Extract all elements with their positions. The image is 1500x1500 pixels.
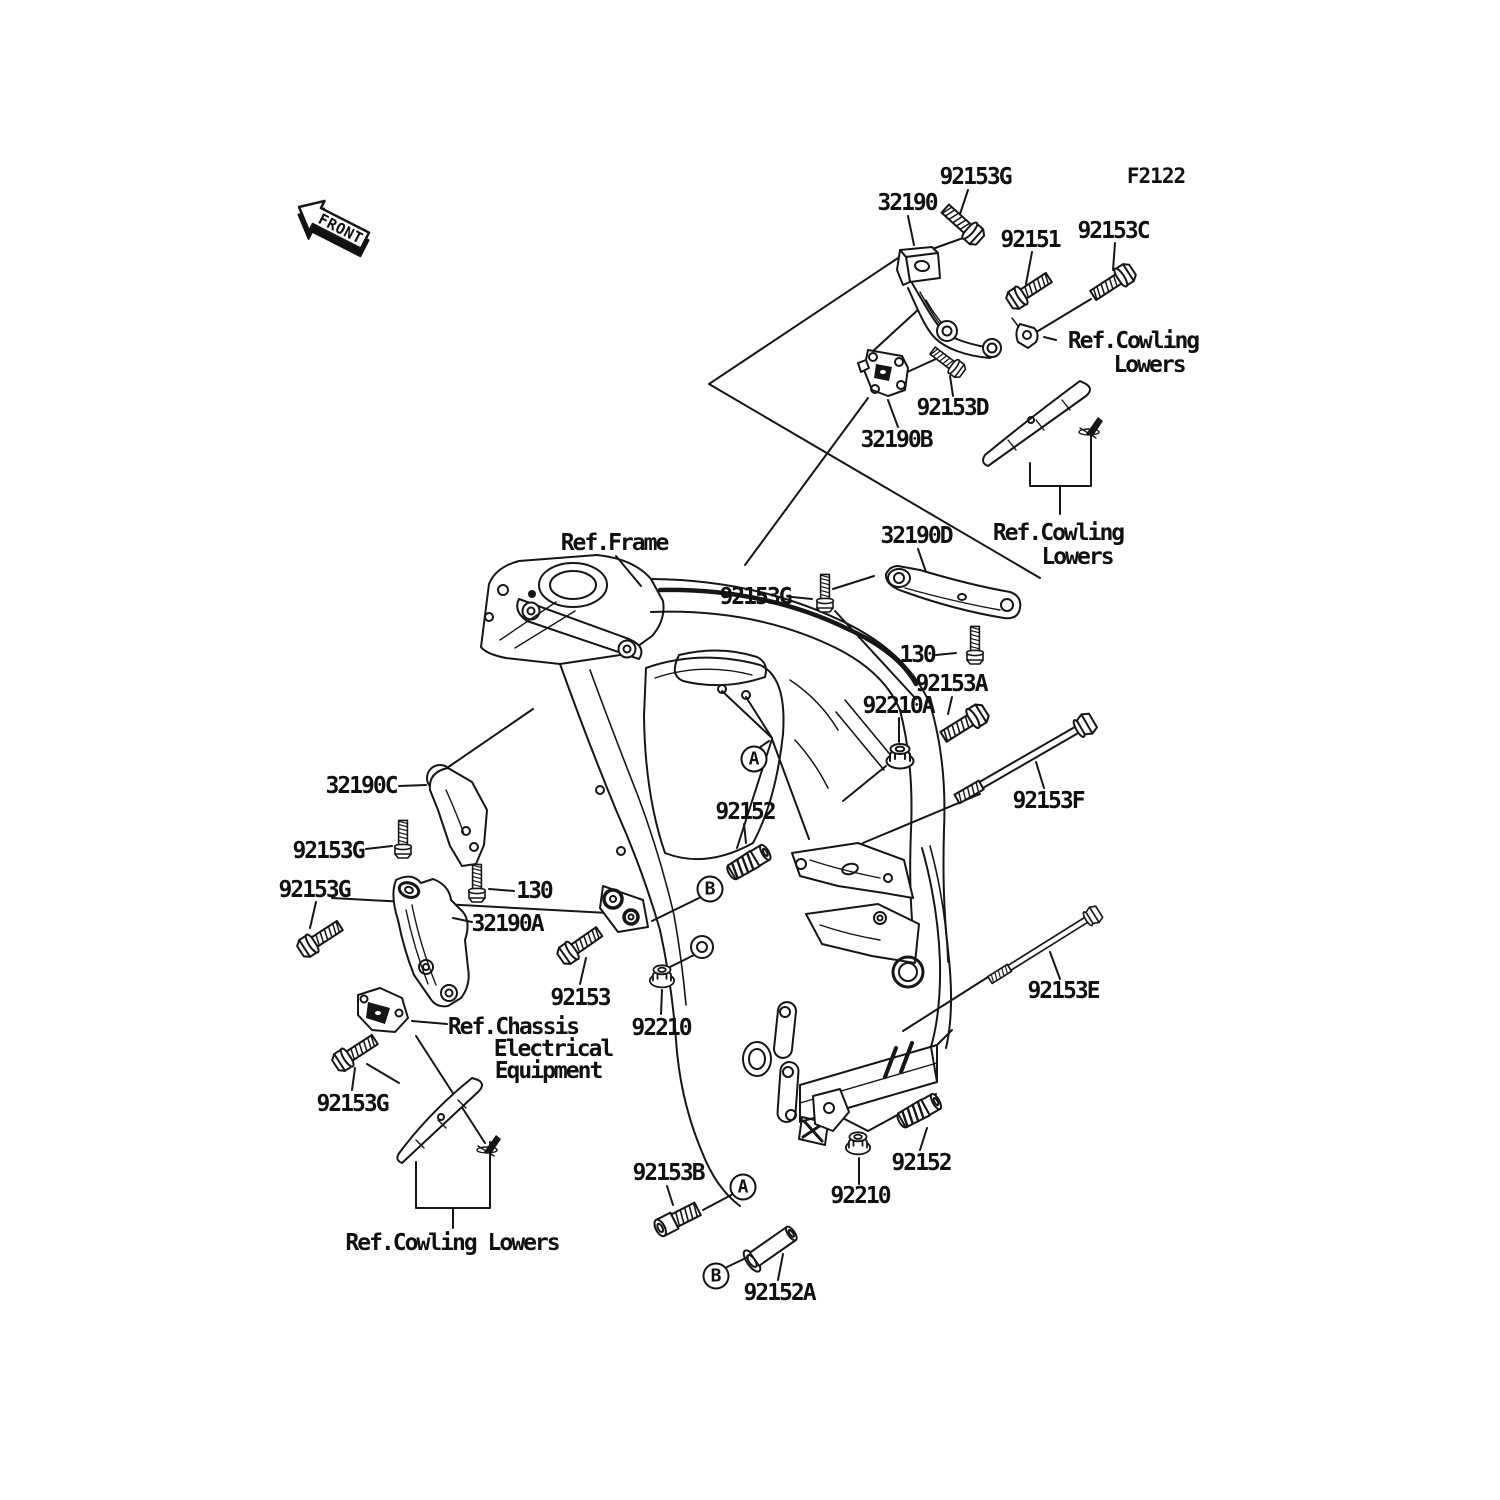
front-arrow-label: FRONT [315,209,366,248]
electrical-bracket [358,988,408,1032]
bracket-32190 [897,247,1001,358]
part-label: 92153 [550,985,610,1011]
part-label: 92153C [1077,218,1149,244]
fasteners [295,201,1139,1238]
bolt-92153B [652,1201,702,1238]
push-pin-upper [1079,417,1103,438]
part-label: Equipment [494,1058,602,1084]
part-label: 92153G [292,838,364,864]
sleeve-92152A [741,1221,802,1274]
bolt-130-right [967,626,984,664]
bracket-32190C [427,765,487,866]
callout-circle-A: A [730,1174,757,1201]
part-label: 92153F [1012,788,1084,814]
part-label: 92153A [915,671,987,697]
bracket-32190D [886,566,1020,618]
part-label: 92153B [632,1160,704,1186]
part-label: 92152A [743,1280,815,1306]
part-label: Electrical [493,1036,613,1062]
part-label: Ref.Chassis [447,1014,579,1040]
part-label: 92151 [1000,227,1060,253]
bolt-92153G-4 [295,917,346,960]
part-label: 92153E [1027,978,1099,1004]
nut-92210-lower [846,1132,870,1154]
cowling-stay-upper [983,381,1090,466]
front-arrow [288,192,375,263]
part-label: 32190D [880,523,952,549]
part-label: 32190C [325,773,397,799]
callout-circle-B: B [703,1263,730,1290]
part-label: Lowers [1041,544,1113,570]
bolt-92153A [938,701,992,746]
part-label: Ref.Cowling [1067,328,1199,354]
nut-92210-upper [650,965,674,987]
bolt-92153G-3 [395,820,412,858]
bolt-92151 [1004,269,1055,312]
part-label: 92153G [939,164,1011,190]
bolt-92153 [555,923,606,967]
part-label: 92152 [715,799,775,825]
part-label: 92152 [891,1150,951,1176]
part-label: 92153G [719,584,791,610]
part-label: 92210A [862,693,934,719]
part-label: 32190 [877,190,937,216]
callout-circle-A: A [741,746,768,773]
push-pin-lower [477,1135,501,1156]
figure-code: F2122 [1126,164,1186,188]
part-label: 32190B [860,427,932,453]
part-label: 92153G [316,1091,388,1117]
callout-circle-B: B [697,876,724,903]
part-label: 130 [516,878,552,904]
cowling-clip [1012,318,1038,348]
pointer-lines [332,238,1091,1228]
insert-92152-lower [895,1092,943,1130]
nut-92210A [887,744,914,769]
part-label: 92210 [830,1183,890,1209]
part-label: 92153G [278,877,350,903]
part-label: 32190A [471,911,543,937]
part-label: 92210 [631,1015,691,1041]
bolt-92153E [985,904,1104,988]
bracket-32190A [393,877,468,1007]
part-label: Lowers [1113,352,1185,378]
bolt-92153G-2 [817,574,834,612]
bolt-130-left [469,864,486,902]
part-label: 130 [899,642,935,668]
part-label: Ref.Cowling Lowers [345,1230,559,1256]
bracket-32190B [858,350,908,396]
part-label: 92153D [916,395,988,421]
insert-92152-upper [725,843,773,882]
part-label: Ref.Frame [560,530,668,556]
part-label: Ref.Cowling [992,520,1124,546]
